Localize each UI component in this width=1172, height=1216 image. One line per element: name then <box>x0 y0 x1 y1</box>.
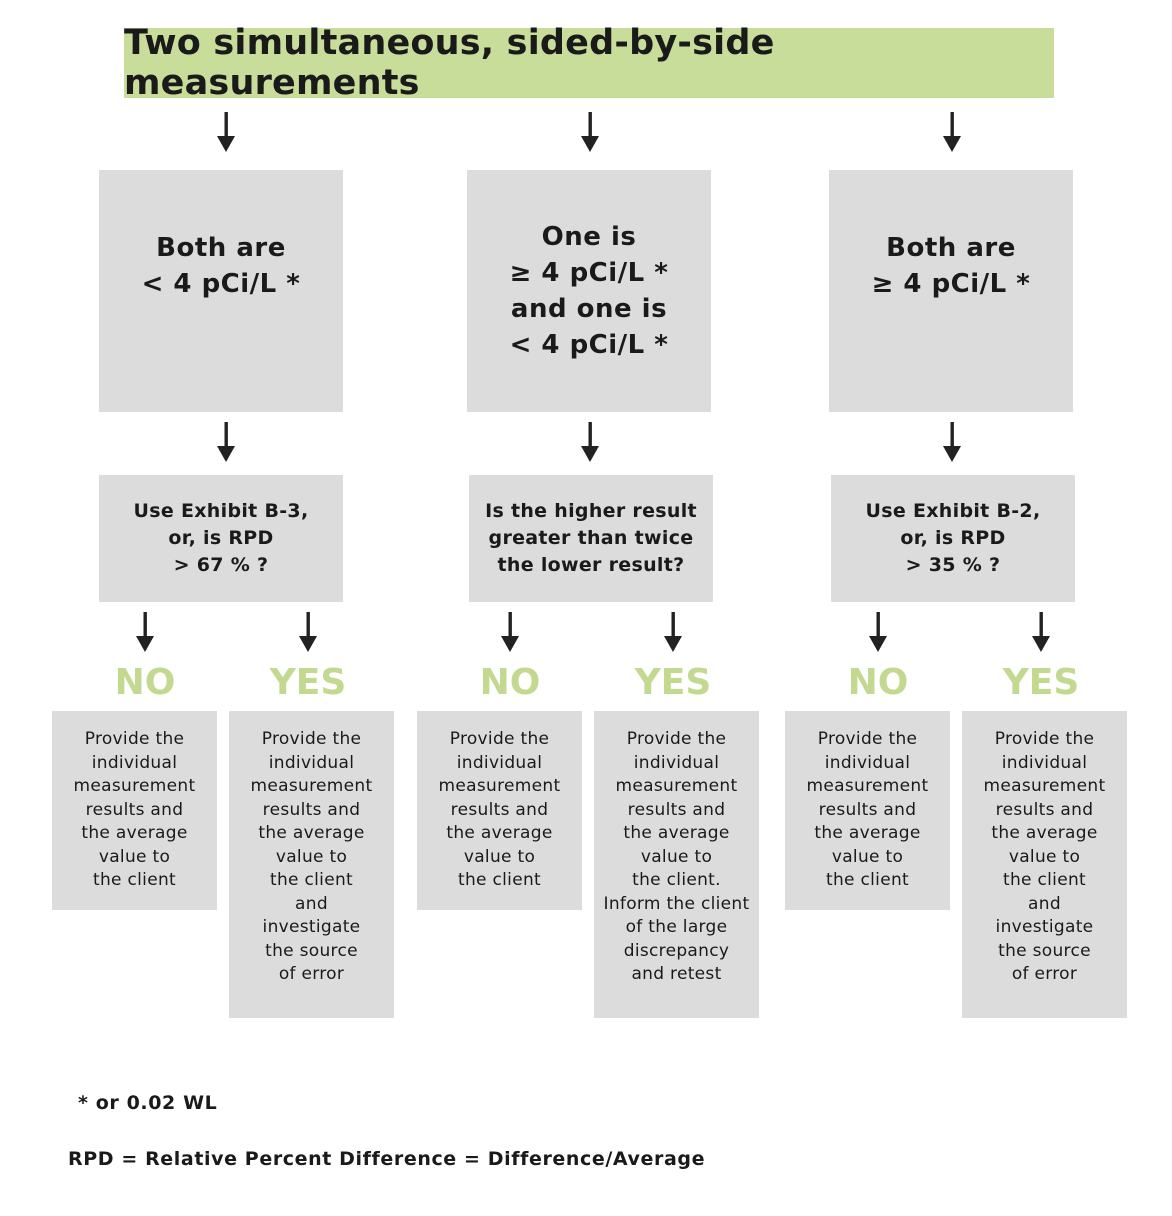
text-line: measurement <box>983 776 1106 796</box>
text-line: value to <box>463 846 536 867</box>
no-label: NO <box>847 662 909 703</box>
text-line: investigate <box>262 917 361 937</box>
text-line: individual <box>824 752 911 773</box>
question-box <box>469 475 713 602</box>
text-line: value to <box>1008 846 1081 867</box>
arrow-down-icon <box>580 422 600 462</box>
text-line: > 35 % ? <box>905 554 1001 576</box>
text-line: the average <box>258 823 365 843</box>
text-line: results and <box>818 799 917 820</box>
text-line: Both are <box>886 233 1016 263</box>
text-line: discrepancy <box>623 940 730 961</box>
text-line: < 4 pCi/L * <box>141 269 301 299</box>
text-line: individual <box>268 752 355 773</box>
text-line: Provide the <box>817 729 918 749</box>
arrow-down-icon <box>216 112 236 152</box>
text-line: Provide the <box>994 729 1095 749</box>
text-line: the client <box>458 870 541 890</box>
text-line: Is the higher result <box>485 500 697 522</box>
condition-box <box>467 170 711 412</box>
text-line: measurement <box>250 776 373 796</box>
text-line: Provide the <box>261 729 362 749</box>
text-line: > 67 % ? <box>173 554 269 576</box>
text-line: of error <box>278 964 345 984</box>
text-line: value to <box>98 846 171 867</box>
text-line: Provide the <box>449 729 550 749</box>
text-line: of the large <box>625 917 728 937</box>
text-line: results and <box>995 799 1094 820</box>
text-line: the average <box>991 823 1098 843</box>
yes-action-box <box>229 711 394 1018</box>
no-action-box <box>785 711 950 910</box>
text-line: individual <box>1001 752 1088 773</box>
arrow-down-icon <box>580 112 600 152</box>
text-line: and one is <box>510 294 668 324</box>
text-line: results and <box>85 799 184 820</box>
text-line: the average <box>81 823 188 843</box>
text-line: the lower result? <box>497 554 685 576</box>
text-line: the source <box>265 940 358 961</box>
yes-action-box <box>594 711 759 1018</box>
arrow-down-icon <box>500 612 520 652</box>
text-line: value to <box>640 846 713 867</box>
footnote-asterisk: * or 0.02 WL <box>78 1092 218 1114</box>
text-line: Inform the client <box>603 893 750 914</box>
text-line: measurement <box>438 776 561 796</box>
text-line: the average <box>814 823 921 843</box>
condition-box <box>829 170 1073 412</box>
text-line: < 4 pCi/L * <box>509 330 669 360</box>
text-line: and <box>1028 893 1061 914</box>
no-label: NO <box>114 662 176 703</box>
footnote-rpd: RPD = Relative Percent Difference = Difference/Average <box>68 1148 706 1170</box>
arrow-down-icon <box>1031 612 1051 652</box>
text-line: ≥ 4 pCi/L * <box>871 269 1031 299</box>
no-action-box <box>52 711 217 910</box>
text-line: the client. <box>632 870 721 890</box>
text-line: Use Exhibit B-3, <box>133 500 309 522</box>
yes-label: YES <box>634 662 712 703</box>
question-box <box>831 475 1075 602</box>
arrow-down-icon <box>216 422 236 462</box>
text-line: investigate <box>995 917 1094 937</box>
yes-label: YES <box>1002 662 1080 703</box>
arrow-down-icon <box>868 612 888 652</box>
text-line: Provide the <box>626 729 727 749</box>
text-line: Use Exhibit B-2, <box>865 500 1041 522</box>
text-line: measurement <box>806 776 929 796</box>
text-line: value to <box>275 846 348 867</box>
text-line: the client <box>1003 870 1086 890</box>
text-line: individual <box>633 752 720 773</box>
text-line: individual <box>456 752 543 773</box>
arrow-down-icon <box>663 612 683 652</box>
no-label: NO <box>479 662 541 703</box>
question-box <box>99 475 343 602</box>
page-title: Two simultaneous, sided-by-side measurements <box>124 28 1054 98</box>
text-line: the client <box>270 870 353 890</box>
arrow-down-icon <box>942 422 962 462</box>
text-line: or, is RPD <box>168 527 274 549</box>
text-line: and retest <box>631 964 722 984</box>
text-line: measurement <box>73 776 196 796</box>
arrow-down-icon <box>298 612 318 652</box>
text-line: Both are <box>156 233 286 263</box>
text-line: ≥ 4 pCi/L * <box>509 258 669 288</box>
text-line: results and <box>627 799 726 820</box>
arrow-down-icon <box>942 112 962 152</box>
text-line: or, is RPD <box>900 527 1006 549</box>
text-line: the source <box>998 940 1091 961</box>
text-line: Provide the <box>84 729 185 749</box>
text-line: of error <box>1011 964 1078 984</box>
text-line: the client <box>93 870 176 890</box>
text-line: individual <box>91 752 178 773</box>
text-line: One is <box>541 222 637 252</box>
yes-action-box <box>962 711 1127 1018</box>
text-line: the average <box>446 823 553 843</box>
arrow-down-icon <box>135 612 155 652</box>
text-line: results and <box>450 799 549 820</box>
no-action-box <box>417 711 582 910</box>
text-line: the average <box>623 823 730 843</box>
text-line: the client <box>826 870 909 890</box>
text-line: results and <box>262 799 361 820</box>
yes-label: YES <box>269 662 347 703</box>
condition-box <box>99 170 343 412</box>
text-line: greater than twice <box>488 527 694 549</box>
text-line: value to <box>831 846 904 867</box>
text-line: and <box>295 893 328 914</box>
text-line: measurement <box>615 776 738 796</box>
